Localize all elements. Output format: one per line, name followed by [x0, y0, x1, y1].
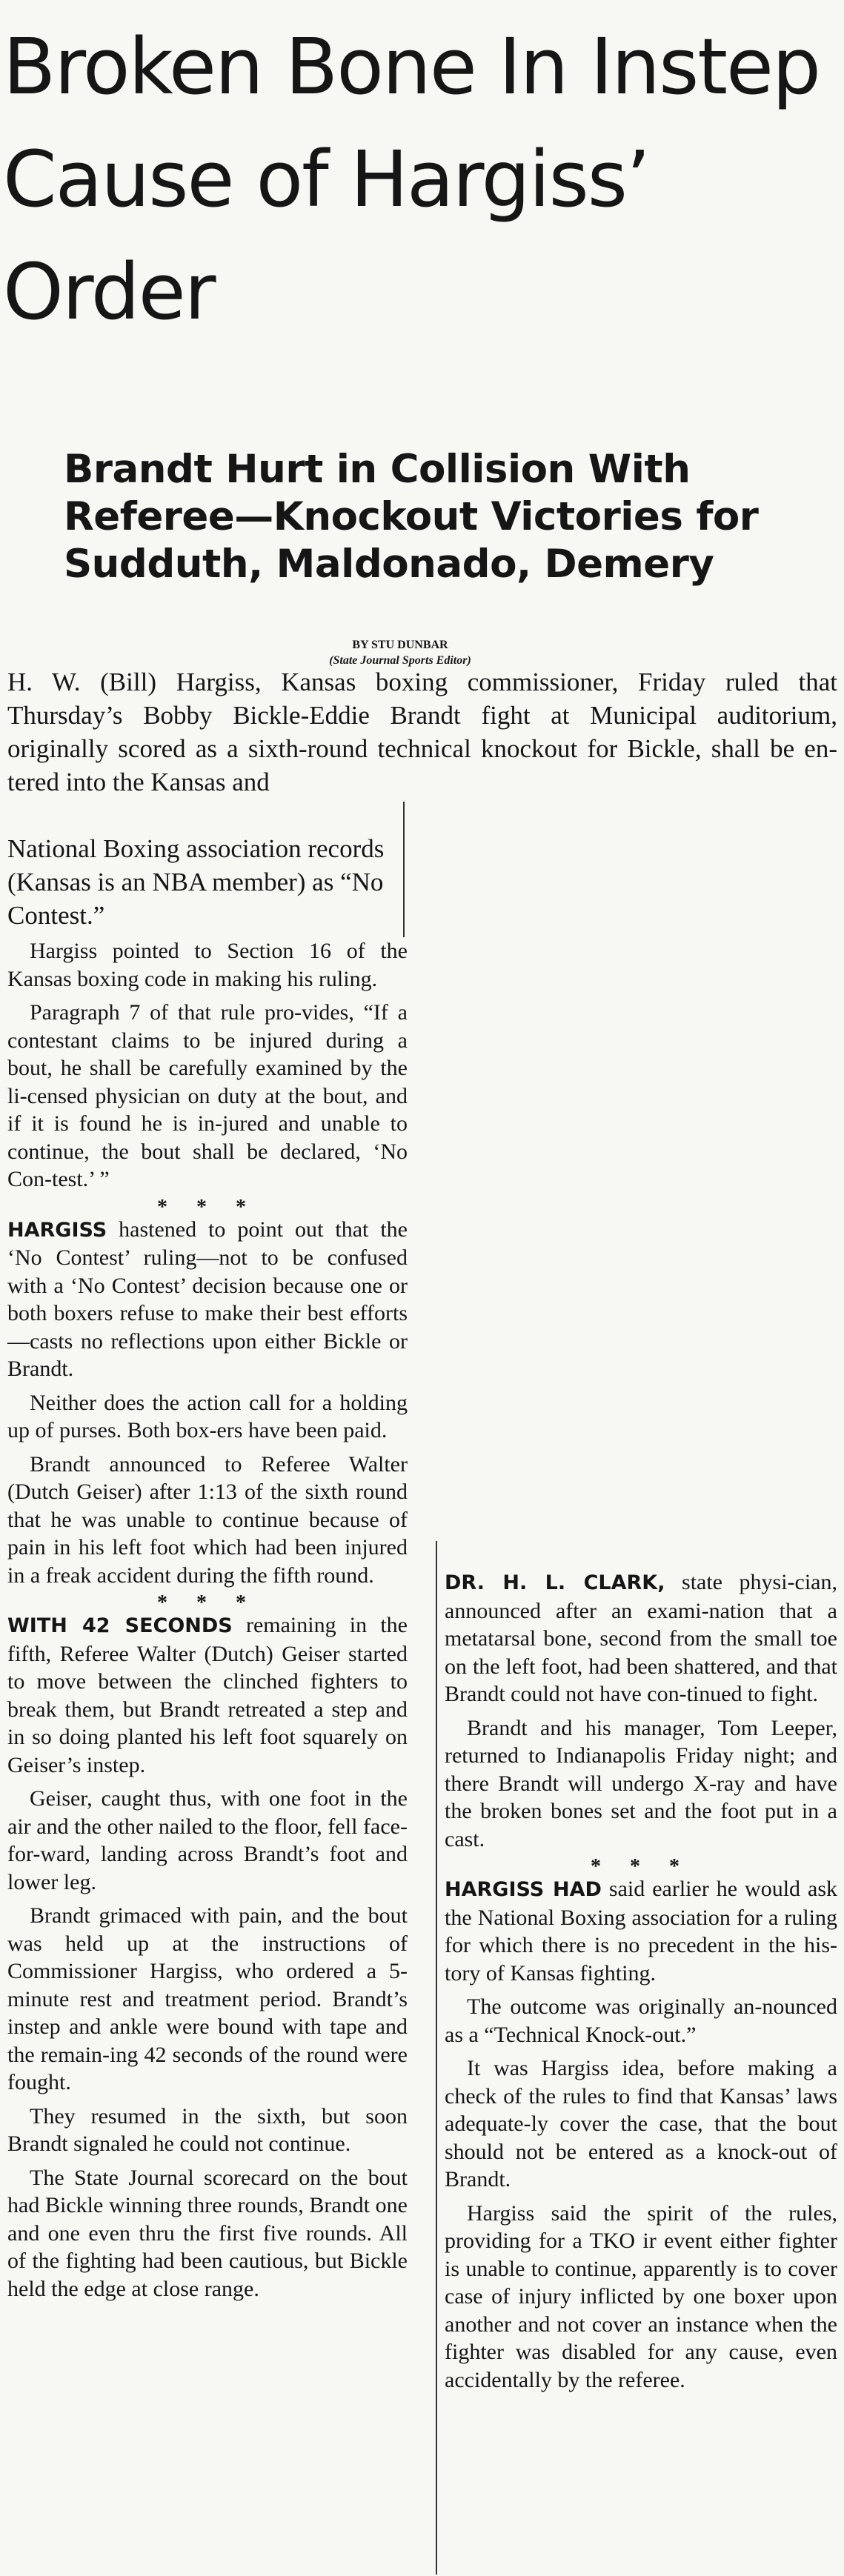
paragraph-42-seconds-text: remaining in the fifth, Referee Walter (Dutch) Geiser started to move between the clinched fighters to break them, but Brandt retreated a step and in so doing planted his left foot squarely on Geiser’s instep.	[7, 1613, 408, 1777]
lead-in-hargiss-had: HARGISS HAD	[445, 1878, 602, 1901]
lead-in-dr-clark: DR. H. L. CLARK,	[445, 1571, 665, 1594]
section-break-stars: * * *	[157, 1195, 258, 1219]
byline: BY STU DUNBAR	[352, 639, 448, 651]
lead-in-42-seconds: WITH 42 SECONDS	[7, 1614, 233, 1637]
paragraph-outcome: The outcome was originally an-nounced as a “Technical Knock-out.”	[445, 1994, 837, 2047]
intro-column-rule	[403, 802, 405, 937]
intro-paragraph: H. W. (Bill) Hargiss, Kansas boxing commissioner, Friday ruled that Thursday’s Bobby Bickle-Eddie Brandt fight at Municipal auditorium, originally scored as a sixth-round technical knockout for Bickle, shall be en-tered into the Kansas and	[7, 668, 837, 796]
headline: Broken Bone In Instep Cause of Hargiss’ Order	[3, 21, 820, 337]
paragraph-brandt-announced: Brandt announced to Referee Walter (Dutch Geiser) after 1:13 of the sixth round that he was unable to continue because of pain in his left foot which had been injured in a freak accident during the fifth round.	[7, 1451, 408, 1588]
paragraph-42-seconds	[7, 1611, 408, 1779]
paragraph-hargiss-had	[445, 1875, 837, 1987]
right-column	[445, 1568, 837, 2400]
paragraph-scorecard: The State Journal scorecard on the bout had Bickle winning three rounds, Brandt one and one even thru the first five rounds. All of the fighting had been cautious, but Bickle held the edge at close range.	[7, 2165, 408, 2301]
paragraph-rule-text: Paragraph 7 of that rule pro-vides, “If a contestant claims to be injured during a bout, he shall be carefully examined by the li-censed physician on duty at the bout, and if it is found he is in-jured and unable to continue, the bout shall be declared, ‘No Con-test.’ ”	[7, 1000, 408, 1191]
column-divider	[436, 1541, 437, 2575]
intro-paragraph-continued: National Boxing association records (Kansas is an NBA member) as “No Contest.”	[7, 834, 385, 930]
paragraph-resumed-sixth: They resumed in the sixth, but soon Brandt signaled he could not continue.	[7, 2103, 408, 2156]
section-break-stars: * * *	[591, 1855, 691, 1878]
byline-role: (State Journal Sports Editor)	[329, 654, 471, 667]
left-column	[7, 937, 408, 2309]
paragraph-spirit-of-rules: Hargiss said the spirit of the rules, providing for a TKO ir event either fighter is unable to continue, apparently is to cover case of injury inflicted by one boxer upon another and not cover an instance when the fighter was disabled for any cause, even accidentally by the referee.	[445, 2200, 837, 2392]
paragraph-hargiss-hastened-text: hastened to point out that the ‘No Contest’ ruling—not to be confused with a ‘No Contest’ decision because one or both boxers refuse to make their best efforts—casts no reflections upon either Bickle or Brandt.	[7, 1217, 408, 1381]
paragraph-section-16: Hargiss pointed to Section 16 of the Kansas boxing code in making his ruling.	[7, 939, 408, 991]
paragraph-hargiss-idea: It was Hargiss idea, before making a check of the rules to find that Kansas’ laws adequate-ly cover the case, that the bout should not be entered as a knock-out of Brandt.	[445, 2056, 837, 2191]
paragraph-leeper-indianapolis: Brandt and his manager, Tom Leeper, returned to Indianapolis Friday night; and there Brandt will undergo X-ray and have the broken bones set and the foot put in a cast.	[445, 1715, 837, 1851]
byline-block	[222, 637, 578, 668]
paragraph-geiser-caught: Geiser, caught thus, with one foot in the air and the other nailed to the floor, fell face-for-ward, landing across Brandt’s foot and lower leg.	[7, 1786, 408, 1894]
section-break-stars: * * *	[157, 1591, 258, 1614]
paragraph-dr-clark	[445, 1568, 837, 1708]
paragraph-brandt-grimaced: Brandt grimaced with pain, and the bout was held up at the instructions of Commissioner Hargiss, who ordered a 5-minute rest and treatment period. Brandt’s instep and ankle were bound with tape and the remain-ing 42 seconds of the round were fought.	[7, 1903, 408, 2094]
paragraph-hargiss-hastened	[7, 1216, 408, 1383]
paragraph-purses: Neither does the action call for a holding up of purses. Both box-ers have been paid.	[7, 1390, 408, 1442]
lead-in-hargiss: HARGISS	[7, 1218, 107, 1242]
paragraph-dr-clark-text: state physi-cian, announced after an exami-nation that a metatarsal bone, second from the small toe on the left foot, had been shattered, and that Brandt could not have con-tinued to fight.	[445, 1570, 837, 1706]
paragraph-hargiss-had-text: said earlier he would ask the National Boxing association for a ruling for which there is no precedent in the his-tory of Kansas fighting.	[445, 1877, 838, 1986]
subheadline: Brandt Hurt in Collision With Referee—Knockout Victories for Sudduth, Maldonado, Demery	[64, 447, 759, 587]
